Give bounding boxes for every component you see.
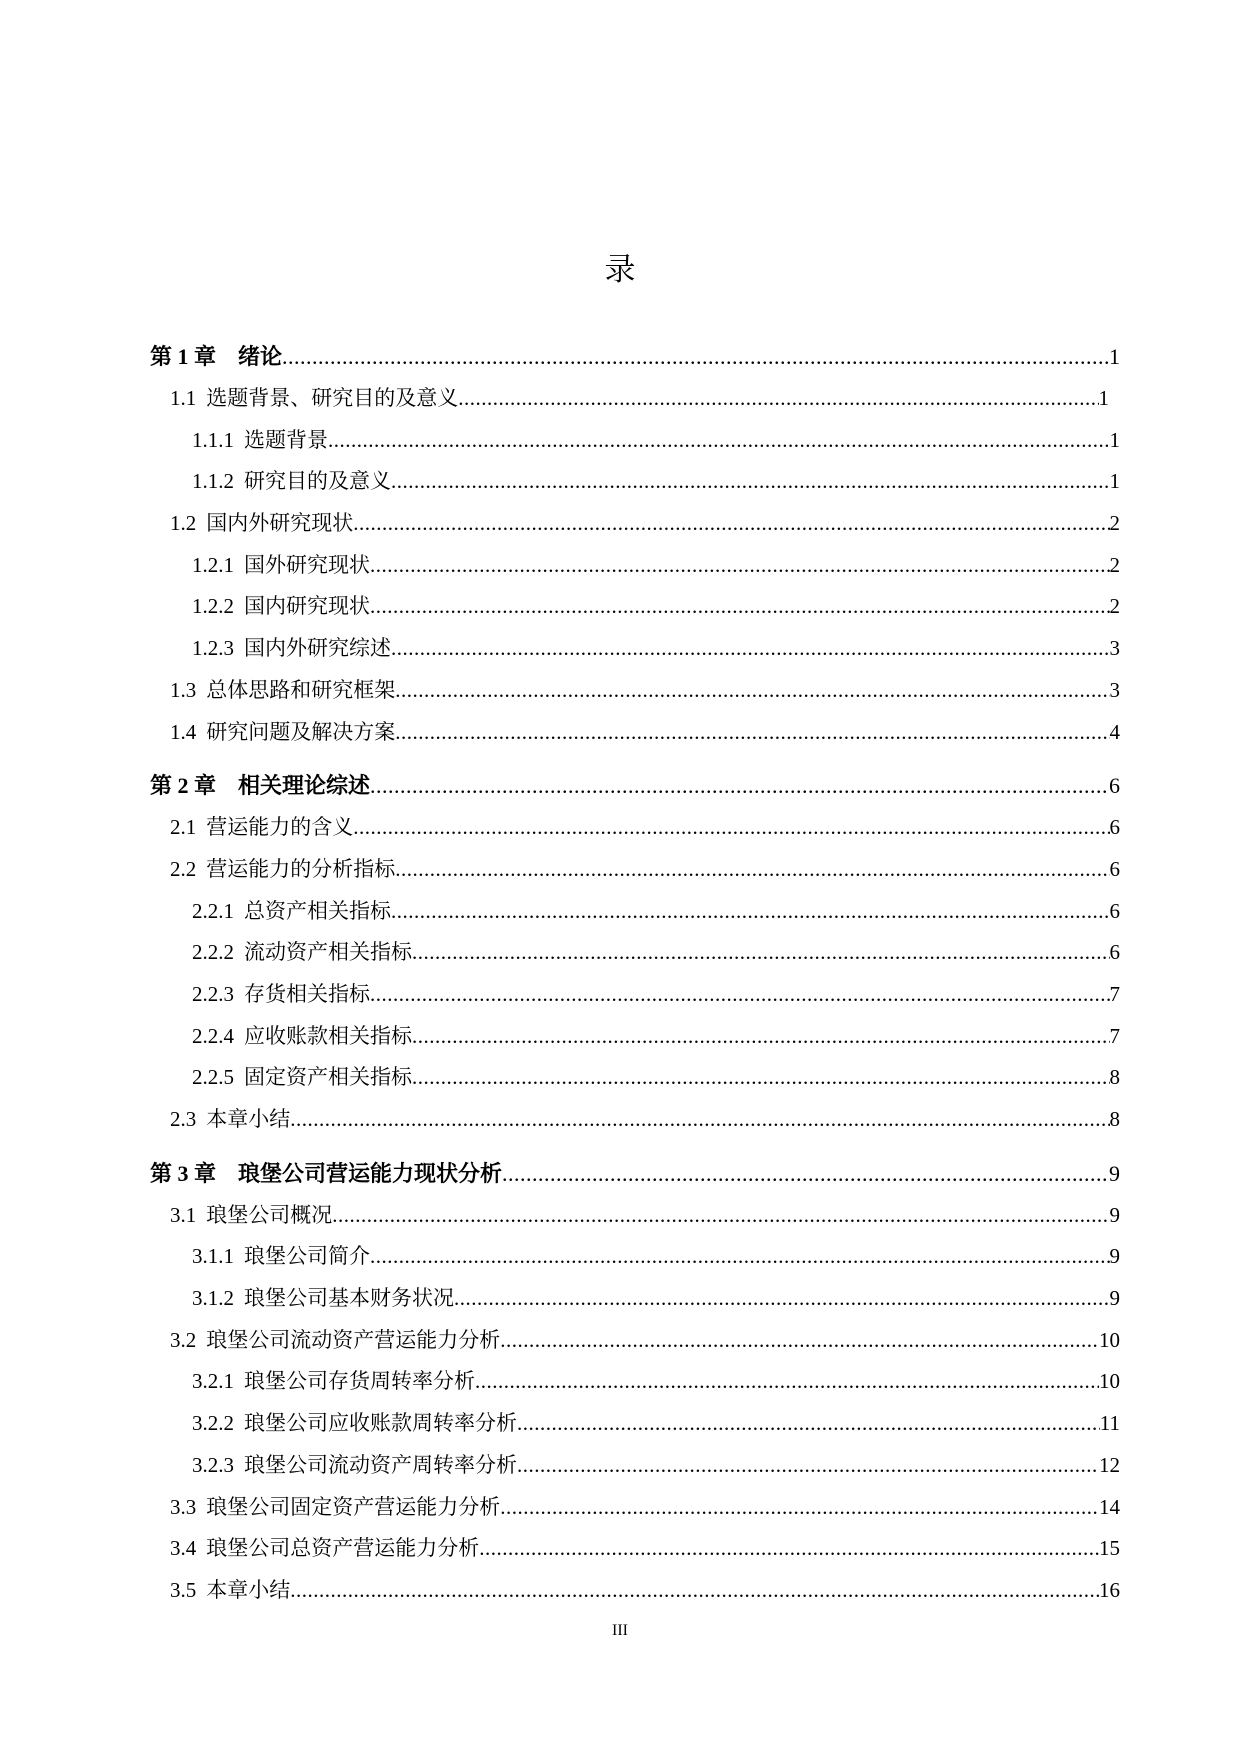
toc-entry[interactable] [150, 1570, 1120, 1612]
toc-chapter-entry[interactable] [150, 1153, 1120, 1195]
entry-label: 琅堡公司固定资产营运能力分析 [206, 1494, 501, 1519]
entry-label: 营运能力的含义 [206, 815, 354, 840]
entry-number: 3.1 [170, 1202, 197, 1227]
dot-leader [391, 891, 1110, 933]
entry-label: 总体思路和研究框架 [206, 677, 396, 702]
entry-number: 1.2 [170, 511, 197, 536]
dot-leader [370, 586, 1110, 628]
entry-number: 1.3 [170, 677, 197, 702]
entry-page: 6 [1109, 898, 1120, 923]
entry-label: 选题背景 [244, 427, 328, 452]
toc-entry[interactable] [150, 932, 1120, 974]
entry-number: 2.1 [170, 815, 197, 840]
entry-page: 7 [1109, 981, 1120, 1006]
entry-label: 国内外研究现状 [206, 511, 354, 536]
entry-page: 2 [1109, 552, 1120, 577]
entry-label: 选题背景、研究目的及意义 [206, 386, 459, 410]
entry-label: 研究目的及意义 [244, 469, 391, 494]
entry-number: 第 2 章 [150, 773, 217, 799]
toc-entry[interactable] [150, 1361, 1120, 1403]
entry-number: 3.2.2 [192, 1411, 234, 1436]
entry-number: 1.2.3 [192, 636, 234, 661]
entry-label: 琅堡公司简介 [244, 1244, 370, 1269]
entry-number: 第 1 章 [150, 344, 217, 369]
entry-label: 国外研究现状 [244, 552, 370, 577]
entry-page: 12 [1099, 1452, 1120, 1477]
entry-page: 9 [1109, 1286, 1120, 1311]
dot-leader [290, 1099, 1109, 1141]
dot-leader [454, 1278, 1110, 1320]
dot-leader [370, 545, 1110, 587]
entry-page: 2 [1109, 511, 1120, 536]
entry-page: 7 [1109, 1023, 1120, 1048]
dot-leader [475, 1361, 1099, 1403]
toc-entry[interactable] [150, 503, 1120, 545]
entry-page: 6 [1109, 856, 1120, 881]
dot-leader [500, 1320, 1099, 1362]
toc-entry[interactable] [150, 1487, 1120, 1529]
dot-leader [370, 974, 1110, 1016]
dot-leader [290, 1570, 1099, 1612]
toc-entry[interactable] [150, 378, 1109, 420]
entry-page: 1 [1109, 427, 1120, 452]
dot-leader [370, 1236, 1110, 1278]
entry-page: 2 [1109, 594, 1120, 619]
toc-chapter-entry[interactable] [150, 336, 1120, 378]
entry-page: 11 [1099, 1411, 1120, 1436]
dot-leader [353, 807, 1109, 849]
entry-number: 1.4 [170, 719, 197, 744]
entry-number: 2.2.3 [192, 981, 234, 1006]
entry-page: 4 [1109, 719, 1120, 744]
toc-entry[interactable] [150, 586, 1120, 628]
toc-entry[interactable] [150, 461, 1120, 503]
entry-page: 16 [1099, 1577, 1120, 1602]
entry-page: 1 [1109, 344, 1120, 369]
entry-label: 总资产相关指标 [244, 898, 391, 923]
entry-label: 存货相关指标 [244, 981, 370, 1006]
dot-leader [328, 420, 1110, 462]
dot-leader [395, 670, 1109, 712]
entry-page: 9 [1109, 1160, 1120, 1186]
dot-leader [500, 1487, 1099, 1529]
dot-leader [412, 1016, 1110, 1058]
entry-page: 3 [1109, 636, 1120, 661]
entry-page: 15 [1099, 1536, 1120, 1561]
entry-number: 2.3 [170, 1107, 197, 1131]
entry-label: 琅堡公司总资产营运能力分析 [206, 1536, 480, 1561]
toc-entry[interactable] [150, 974, 1120, 1016]
entry-number: 2.2.1 [192, 898, 234, 923]
entry-label: 应收账款相关指标 [244, 1023, 412, 1048]
entry-page: 8 [1109, 1107, 1120, 1131]
toc-entry[interactable] [150, 1320, 1120, 1362]
dot-leader [479, 1528, 1099, 1570]
entry-page: 10 [1099, 1327, 1120, 1352]
dot-leader [517, 1445, 1099, 1487]
dot-leader [391, 461, 1110, 503]
entry-page: 9 [1109, 1202, 1120, 1227]
entry-label: 琅堡公司概况 [206, 1202, 333, 1227]
entry-page: 10 [1099, 1369, 1120, 1394]
entry-number: 3.2 [170, 1327, 197, 1352]
toc-entry[interactable] [150, 1195, 1120, 1237]
entry-label: 本章小结 [206, 1577, 291, 1602]
entry-label: 国内外研究综述 [244, 636, 391, 661]
dot-leader [395, 849, 1109, 891]
dot-leader [282, 336, 1109, 378]
entry-number: 1.1.2 [192, 469, 234, 494]
entry-number: 2.2 [170, 856, 197, 881]
entry-number: 1.2.1 [192, 552, 234, 577]
entry-number: 3.4 [170, 1536, 197, 1561]
toc-entry[interactable] [150, 545, 1120, 587]
entry-number: 3.2.1 [192, 1369, 234, 1394]
toc-entry[interactable] [150, 891, 1120, 933]
dot-leader [391, 628, 1110, 670]
toc-entry[interactable] [150, 712, 1120, 754]
entry-page: 9 [1109, 1244, 1120, 1269]
toc-entry[interactable] [150, 670, 1120, 712]
dot-leader [412, 1057, 1110, 1099]
entry-label: 琅堡公司应收账款周转率分析 [244, 1411, 517, 1436]
entry-page: 8 [1109, 1065, 1120, 1090]
table-of-contents [150, 336, 1120, 1612]
dot-leader [517, 1403, 1100, 1445]
entry-page: 6 [1109, 773, 1120, 799]
entry-number: 2.2.4 [192, 1023, 234, 1048]
toc-entry[interactable] [150, 1099, 1120, 1141]
toc-entry[interactable] [150, 849, 1120, 891]
entry-number: 3.3 [170, 1494, 197, 1519]
entry-label: 琅堡公司流动资产营运能力分析 [206, 1327, 501, 1352]
toc-entry[interactable] [150, 1278, 1120, 1320]
dot-leader [395, 712, 1109, 754]
entry-label: 相关理论综述 [238, 774, 371, 800]
entry-number: 2.2.5 [192, 1065, 234, 1090]
entry-page: 6 [1109, 940, 1120, 965]
toc-entry[interactable] [150, 1445, 1120, 1487]
entry-page: 6 [1109, 815, 1120, 840]
entry-number: 3.5 [170, 1577, 197, 1602]
entry-label: 琅堡公司基本财务状况 [244, 1286, 454, 1311]
entry-number: 2.2.2 [192, 940, 234, 965]
entry-page: 3 [1109, 677, 1120, 702]
entry-number: 第 3 章 [150, 1160, 217, 1186]
entry-number: 3.2.3 [192, 1452, 234, 1477]
dot-leader [370, 765, 1109, 807]
toc-entry[interactable] [150, 1403, 1120, 1445]
toc-entry[interactable] [150, 1528, 1120, 1570]
entry-page: 1 [1098, 386, 1109, 410]
toc-entry[interactable] [150, 1236, 1120, 1278]
dot-leader [353, 503, 1109, 545]
entry-number: 3.1.2 [192, 1286, 234, 1311]
entry-page: 1 [1109, 469, 1120, 494]
entry-label: 本章小结 [206, 1107, 291, 1131]
dot-leader [502, 1153, 1109, 1195]
toc-entry[interactable] [150, 807, 1120, 849]
entry-label: 绪论 [238, 345, 283, 370]
page-number: III [612, 1622, 628, 1639]
entry-label: 营运能力的分析指标 [206, 856, 396, 881]
entry-label: 琅堡公司存货周转率分析 [244, 1369, 475, 1394]
toc-entry[interactable] [150, 1016, 1120, 1058]
entry-number: 1.2.2 [192, 594, 234, 619]
toc-title: 录 [604, 252, 636, 288]
dot-leader [332, 1195, 1109, 1237]
toc-entry[interactable] [150, 1057, 1120, 1099]
entry-page: 14 [1099, 1494, 1120, 1519]
toc-chapter-entry[interactable] [150, 765, 1120, 807]
entry-number: 3.1.1 [192, 1244, 234, 1269]
dot-leader [412, 932, 1110, 974]
entry-label: 固定资产相关指标 [244, 1065, 412, 1090]
toc-entry[interactable] [150, 628, 1120, 670]
entry-number: 1.1 [170, 386, 197, 410]
entry-label: 琅堡公司营运能力现状分析 [238, 1161, 503, 1187]
entry-label: 琅堡公司流动资产周转率分析 [244, 1452, 517, 1477]
entry-label: 国内研究现状 [244, 594, 370, 619]
toc-entry[interactable] [150, 420, 1120, 462]
entry-label: 流动资产相关指标 [244, 940, 412, 965]
entry-number: 1.1.1 [192, 427, 234, 452]
dot-leader [458, 378, 1098, 420]
entry-label: 研究问题及解决方案 [206, 719, 396, 744]
